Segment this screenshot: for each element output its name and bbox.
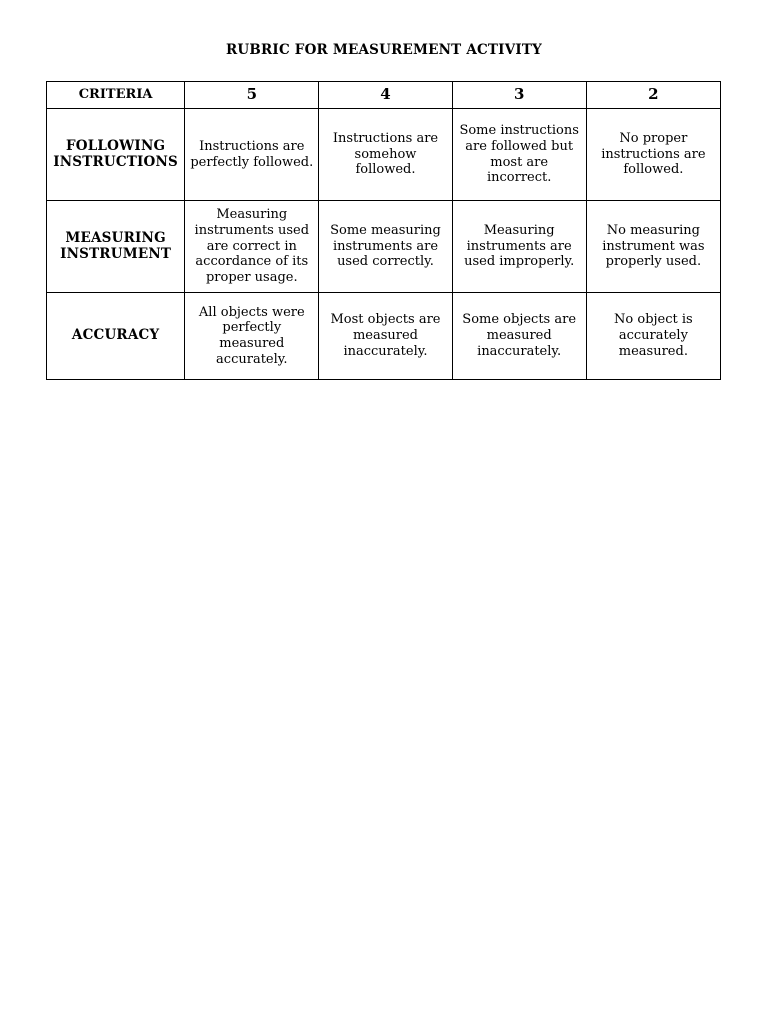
header-row [47, 82, 721, 109]
score-header-2: 2 [586, 82, 720, 109]
descriptor-cell: Most objects are measured inaccurately. [319, 293, 452, 380]
descriptor-cell: No measuring instrument was properly used. [586, 201, 720, 293]
criteria-header: CRITERIA [47, 82, 185, 109]
table-row [47, 109, 721, 201]
descriptor-cell: Some objects are measured inaccurately. [452, 293, 586, 380]
descriptor-cell: Instructions are perfectly followed. [185, 109, 319, 201]
table-row [47, 293, 721, 380]
descriptor-cell: Some measuring instruments are used correctly. [319, 201, 452, 293]
descriptor-cell: Some instructions are followed but most are incorrect. [452, 109, 586, 201]
descriptor-cell: No object is accurately measured. [586, 293, 720, 380]
descriptor-cell: No proper instructions are followed. [586, 109, 720, 201]
document-title: RUBRIC FOR MEASUREMENT ACTIVITY [226, 42, 542, 58]
score-header-4: 4 [319, 82, 452, 109]
rubric-table [46, 81, 721, 380]
criterion-following-instructions: FOLLOWING INSTRUCTIONS [47, 109, 185, 201]
descriptor-cell: Measuring instruments used are correct in accordance of its proper usage. [185, 201, 319, 293]
criterion-measuring-instrument: MEASURING INSTRUMENT [47, 201, 185, 293]
score-header-3: 3 [452, 82, 586, 109]
descriptor-cell: Measuring instruments are used improperly. [452, 201, 586, 293]
descriptor-cell: All objects were perfectly measured accurately. [185, 293, 319, 380]
descriptor-cell: Instructions are somehow followed. [319, 109, 452, 201]
score-header-5: 5 [185, 82, 319, 109]
criterion-accuracy: ACCURACY [47, 293, 185, 380]
table-row [47, 201, 721, 293]
